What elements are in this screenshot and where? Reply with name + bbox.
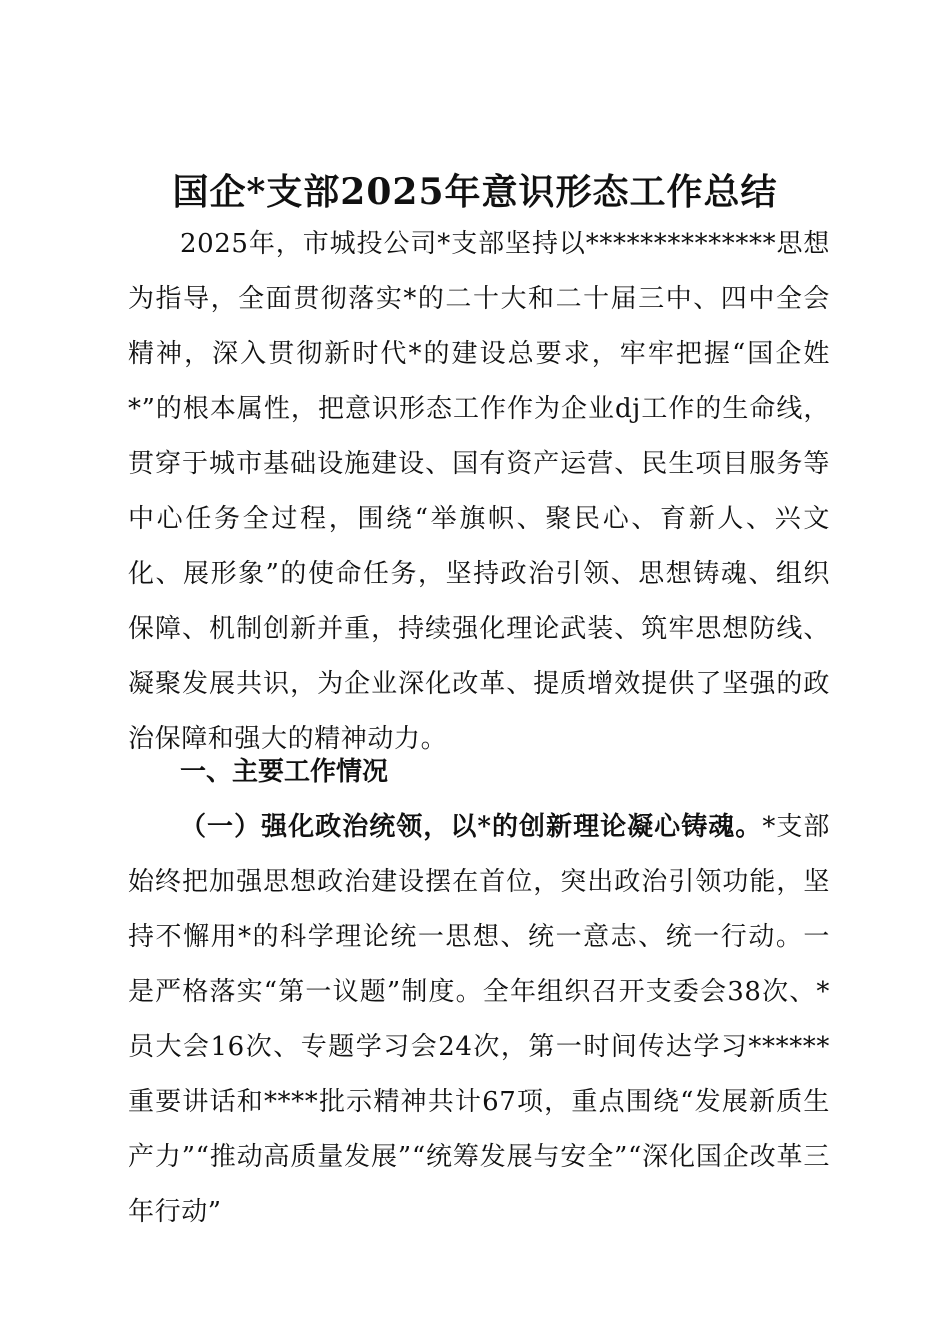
section-heading: 一、主要工作情况 bbox=[180, 757, 389, 787]
subsection-body: *支部始终把加强思想政治建设摆在首位，突出政治引领功能，坚持不懈用*的科学理论统一思想、统一意志、统一行动。一是严格落实“第一议题”制度。全年组织召开支委会38次、*员大会16次、专题学习会24次，第一时间传达学习******重要讲话和****批示精神共计67项，重点围绕“发展新质生产力”“推动高质量发展”“统筹发展与安全”“深化国企改革三年行动” bbox=[128, 812, 830, 1227]
subsection-paragraph bbox=[128, 800, 830, 1240]
intro-paragraph: 2025年，市城投公司*支部坚持以**************思想为指导，全面贯彻落实*的二十大和二十届三中、四中全会精神，深入贯彻新时代*的建设总要求，牢牢把握“国企姓*”的根本属性，把意识形态工作作为企业dj工作的生命线，贯穿于城市基础设施建设、国有资产运营、民生项目服务等中心任务全过程，围绕“举旗帜、聚民心、育新人、兴文化、展形象”的使命任务，坚持政治引领、思想铸魂、组织保障、机制创新并重，持续强化理论武装、筑牢思想防线、凝聚发展共识，为企业深化改革、提质增效提供了坚强的政治保障和强大的精神动力。 bbox=[128, 229, 830, 754]
subsection-heading: （一）强化政治统领，以*的创新理论凝心铸魂。 bbox=[180, 812, 763, 842]
document-title: 国企*支部2025年意识形态工作总结 bbox=[172, 171, 778, 213]
